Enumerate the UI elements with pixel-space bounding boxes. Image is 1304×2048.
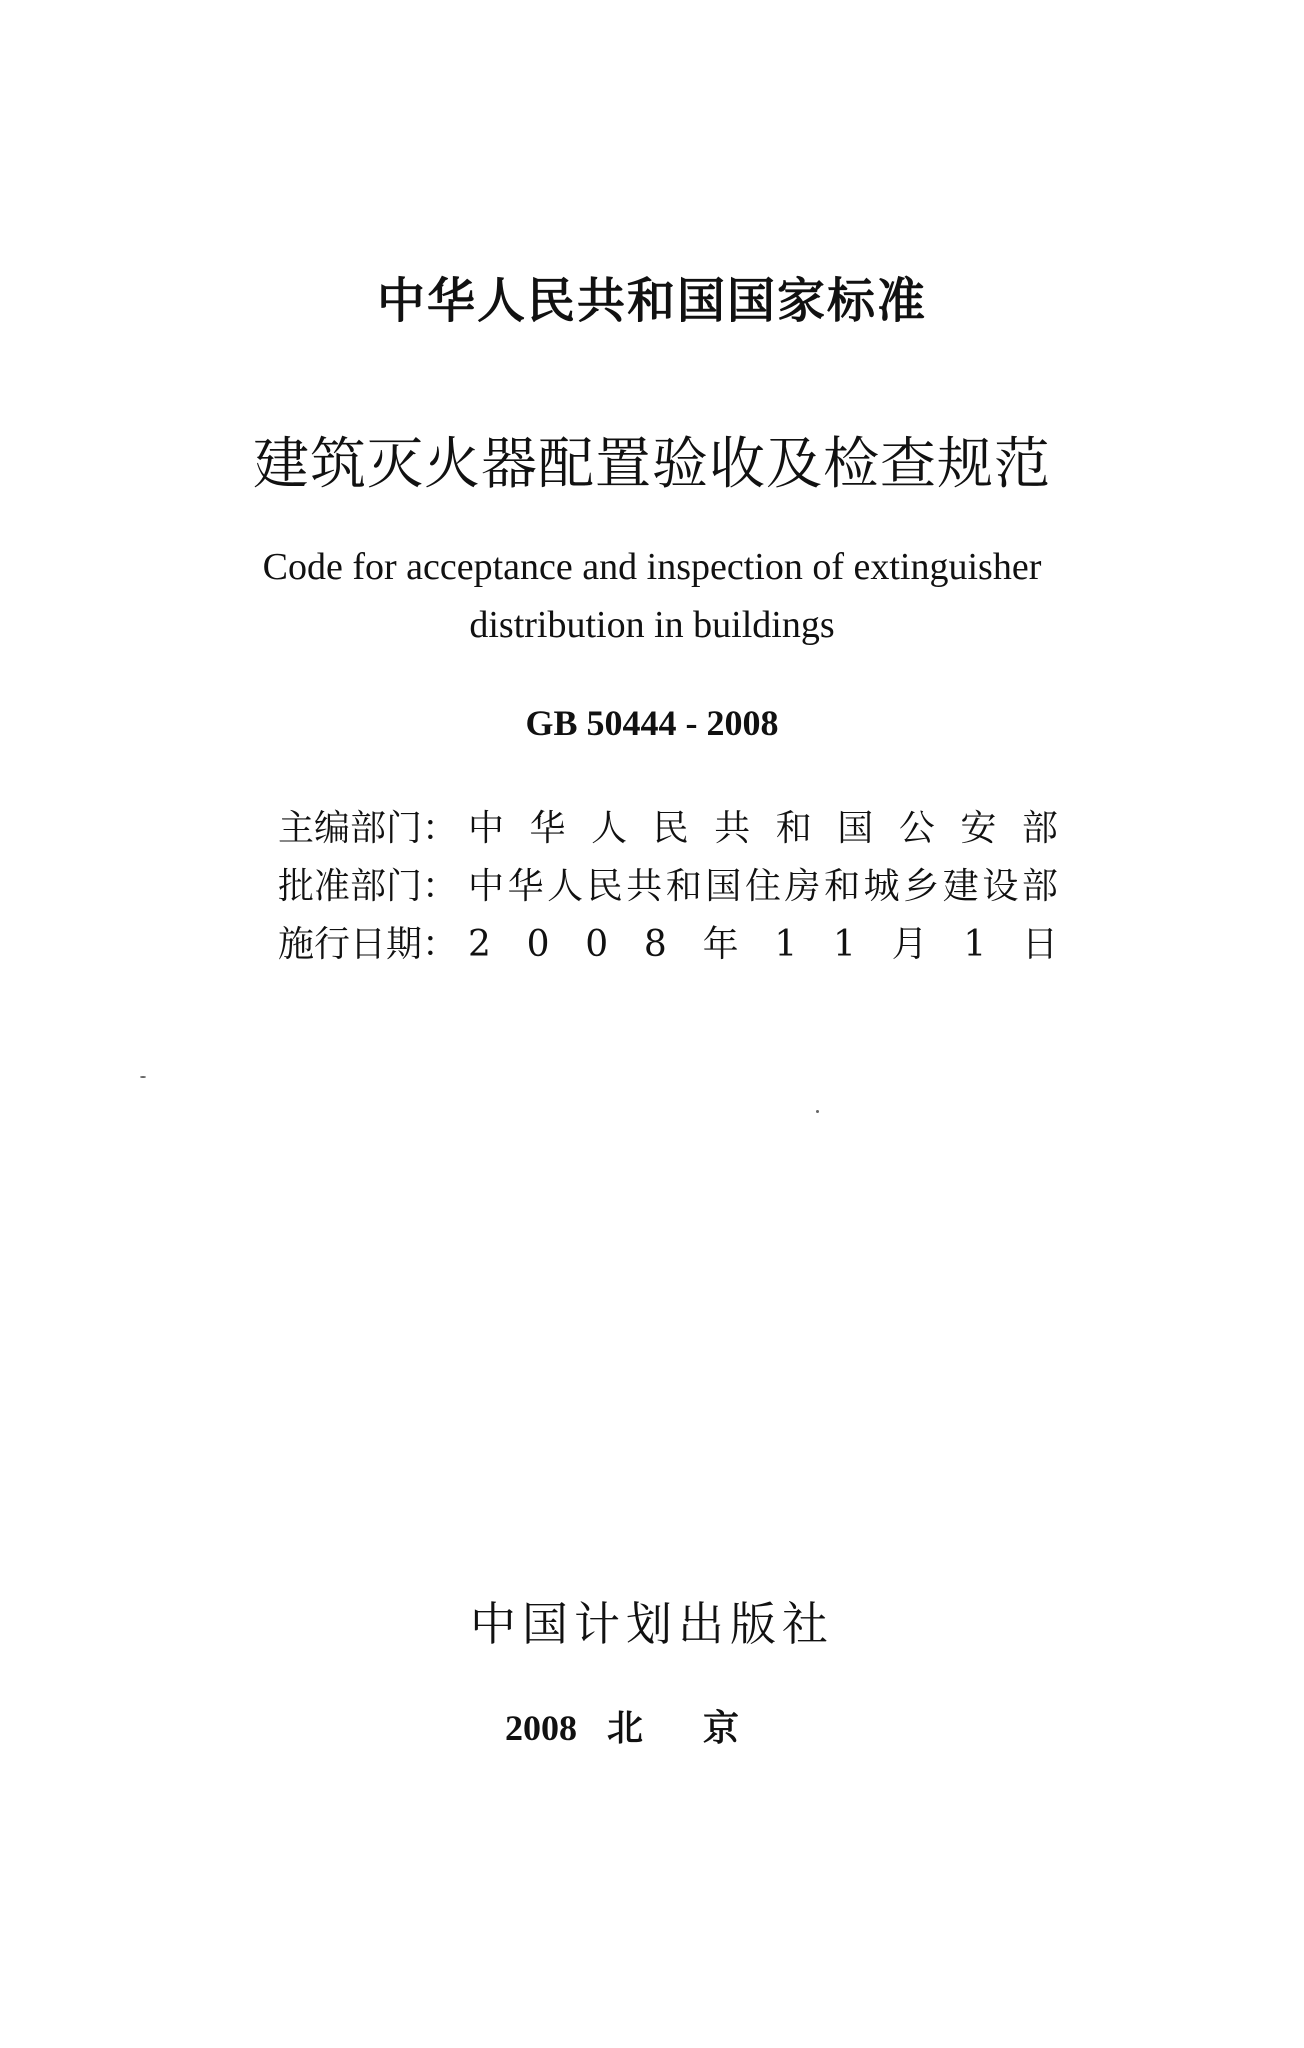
info-row-effective-date xyxy=(278,916,1058,974)
info-value-char: 房 xyxy=(784,866,821,907)
info-label: 主编部门： xyxy=(278,808,459,849)
info-value-char: 和 xyxy=(775,808,812,849)
info-value-char: 国 xyxy=(837,808,874,849)
info-value xyxy=(468,916,1058,974)
document-title-english-line-2: distribution in buildings xyxy=(469,604,835,646)
info-value-char: 安 xyxy=(960,808,997,849)
info-value xyxy=(468,800,1058,858)
info-label: 批准部门： xyxy=(278,866,459,907)
info-value-char: 0 xyxy=(585,924,609,965)
standard-number: GB 50444 - 2008 xyxy=(525,703,779,743)
info-value-char: 住 xyxy=(744,866,781,907)
info-value-char: 民 xyxy=(586,866,623,907)
info-value-char: 1 xyxy=(774,924,798,965)
info-value-char: 共 xyxy=(714,808,751,849)
document-title-english-line-1: Code for acceptance and inspection of extinguisher xyxy=(262,546,1042,588)
info-value-char: 华 xyxy=(529,808,566,849)
issuance-info xyxy=(278,800,1058,974)
info-value-char: 中 xyxy=(468,866,505,907)
info-value-char: 中 xyxy=(468,808,505,849)
info-value-char: 公 xyxy=(898,808,935,849)
info-value-char: 人 xyxy=(591,808,628,849)
info-value-char: 乡 xyxy=(903,866,940,907)
info-value-char: 0 xyxy=(526,924,550,965)
info-label: 施行日期： xyxy=(278,924,459,965)
publication-city: 北京 xyxy=(606,1707,799,1749)
info-value-char: 设 xyxy=(982,866,1019,907)
info-value-char: 部 xyxy=(1021,866,1058,907)
info-value-char: 和 xyxy=(665,866,702,907)
scan-speck xyxy=(816,1110,819,1113)
info-row-approver xyxy=(278,858,1058,916)
publication-line xyxy=(0,1700,1304,1751)
info-value-char: 1 xyxy=(963,924,987,965)
info-value-char: 年 xyxy=(702,924,739,965)
info-value-char: 1 xyxy=(832,924,856,965)
publication-year: 2008 xyxy=(504,1708,577,1748)
info-value-char: 部 xyxy=(1021,808,1058,849)
publisher-name: 中国计划出版社 xyxy=(470,1597,834,1651)
info-value-char: 华 xyxy=(507,866,544,907)
info-value xyxy=(468,858,1058,916)
info-value-char: 日 xyxy=(1021,924,1058,965)
info-value-char: 民 xyxy=(652,808,689,849)
info-value-char: 人 xyxy=(547,866,584,907)
info-row-chief-editor xyxy=(278,800,1058,858)
info-value-char: 和 xyxy=(824,866,861,907)
info-value-char: 城 xyxy=(863,866,900,907)
info-value-char: 8 xyxy=(643,924,667,965)
document-title-chinese: 建筑灭火器配置验收及检查规范 xyxy=(253,432,1051,497)
document-title-english xyxy=(0,538,1304,654)
scan-speck xyxy=(140,1076,146,1078)
info-value-char: 国 xyxy=(705,866,742,907)
info-value-char: 2 xyxy=(468,924,491,965)
info-value-char: 共 xyxy=(626,866,663,907)
standard-type-heading: 中华人民共和国国家标准 xyxy=(376,273,927,329)
info-value-char: 建 xyxy=(942,866,979,907)
info-value-char: 月 xyxy=(891,924,928,965)
